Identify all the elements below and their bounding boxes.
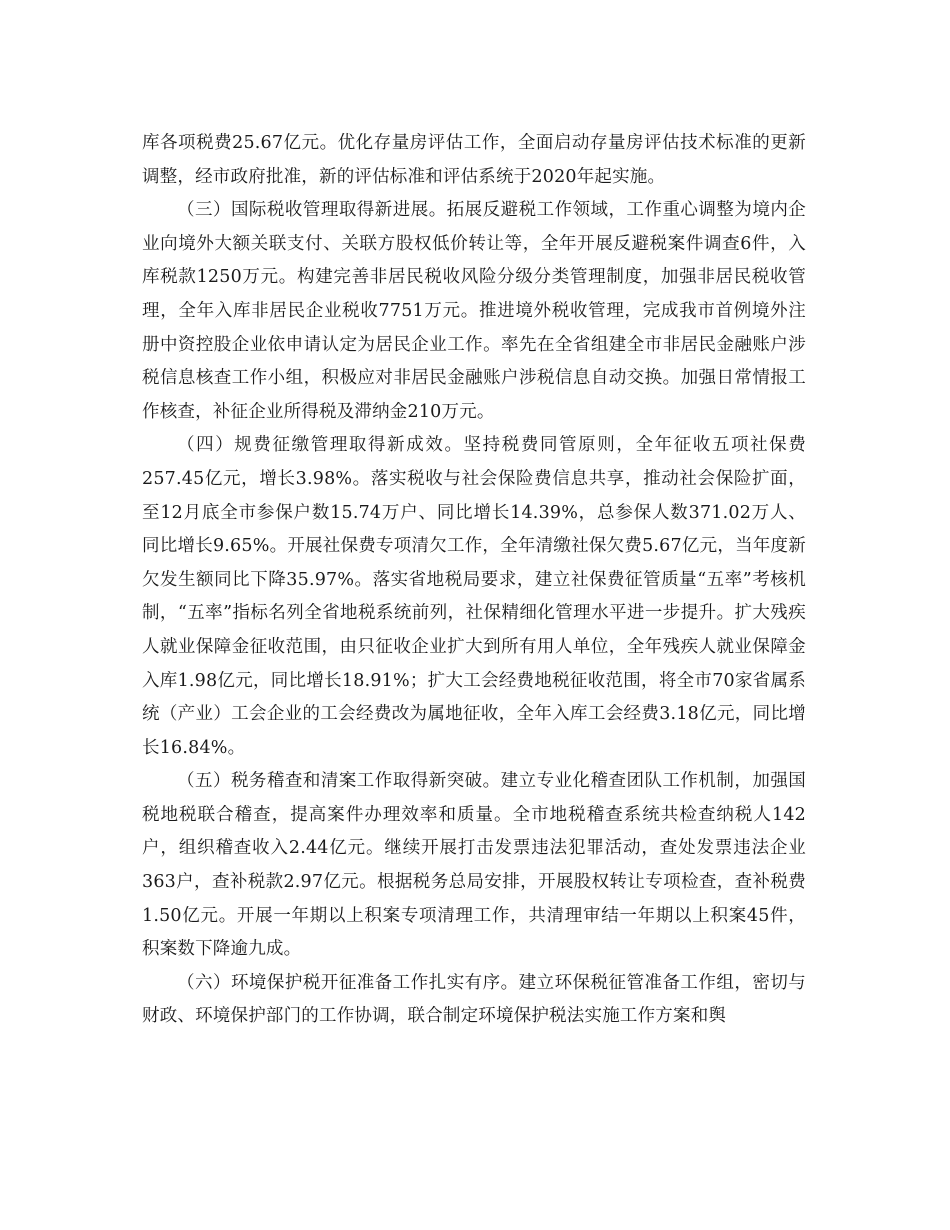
paragraph-international-tax: （三）国际税收管理取得新进展。拓展反避税工作领域，工作重心调整为境内企业向境外大额关联支付、关联方股权低价转让等，全年开展反避税案件调查6件，入库税款1250万元。构建完善非居民税收风险分级分类管理制度，加强非居民税收管理，全年入库非居民企业税收7751万元。推进境外税收管理，完成我市首例境外注册中资控股企业依申请认定为居民企业工作。率先在全省组建全市非居民金融账户涉税信息核查工作小组，积极应对非居民金融账户涉税信息自动交换。加强日常情报工作核查，补征企业所得税及滞纳金210万元。 — [142, 200, 806, 422]
document-body — [142, 127, 806, 1034]
paragraph-fee-collection: （四）规费征缴管理取得新成效。坚持税费同管原则，全年征收五项社保费257.45亿元，增长3.98%。落实税收与社会保险费信息共享，推动社会保险扩面，至12月底全市参保户数15.74万户、同比增长14.39%，总参保人数371.02万人、同比增长9.65%。开展社保费专项清欠工作，全年清缴社保欠费5.67亿元，当年度新欠发生额同比下降35.97%。落实省地税局要求，建立社保费征管质量“五率”考核机制，“五率”指标名列全省地税系统前列，社保精细化管理水平进一步提升。扩大残疾人就业保障金征收范围，由只征收企业扩大到所有用人单位，全年残疾人就业保障金入库1.98亿元，同比增长18.91%；扩大工会经费地税征收范围，将全市70家省属系统（产业）工会企业的工会经费改为属地征收，全年入库工会经费3.18亿元，同比增长16.84%。 — [142, 435, 807, 758]
paragraph-continuation-property-tax: 库各项税费25.67亿元。优化存量房评估工作，全面启动存量房评估技术标准的更新调整，经市政府批准，新的评估标准和评估系统于2020年起实施。 — [142, 133, 806, 187]
paragraph-environmental-tax: （六）环境保护税开征准备工作扎实有序。建立环保税征管准备工作组，密切与财政、环境保护部门的工作协调，联合制定环境保护税法实施工作方案和舆 — [142, 972, 806, 1027]
paragraph-tax-inspection: （五）税务稽查和清案工作取得新突破。建立专业化稽查团队工作机制，加强国税地税联合稽查，提高案件办理效率和质量。全市地税稽查系统共检查纳税人142户，组织稽查收入2.44亿元。继续开展打击发票违法犯罪活动，查处发票违法企业363户，查补税款2.97亿元。根据税务总局安排，开展股权转让专项检查，查补税费1.50亿元。开展一年期以上积案专项清理工作，共清理审结一年期以上积案45件，积案数下降逾九成。 — [142, 771, 806, 960]
